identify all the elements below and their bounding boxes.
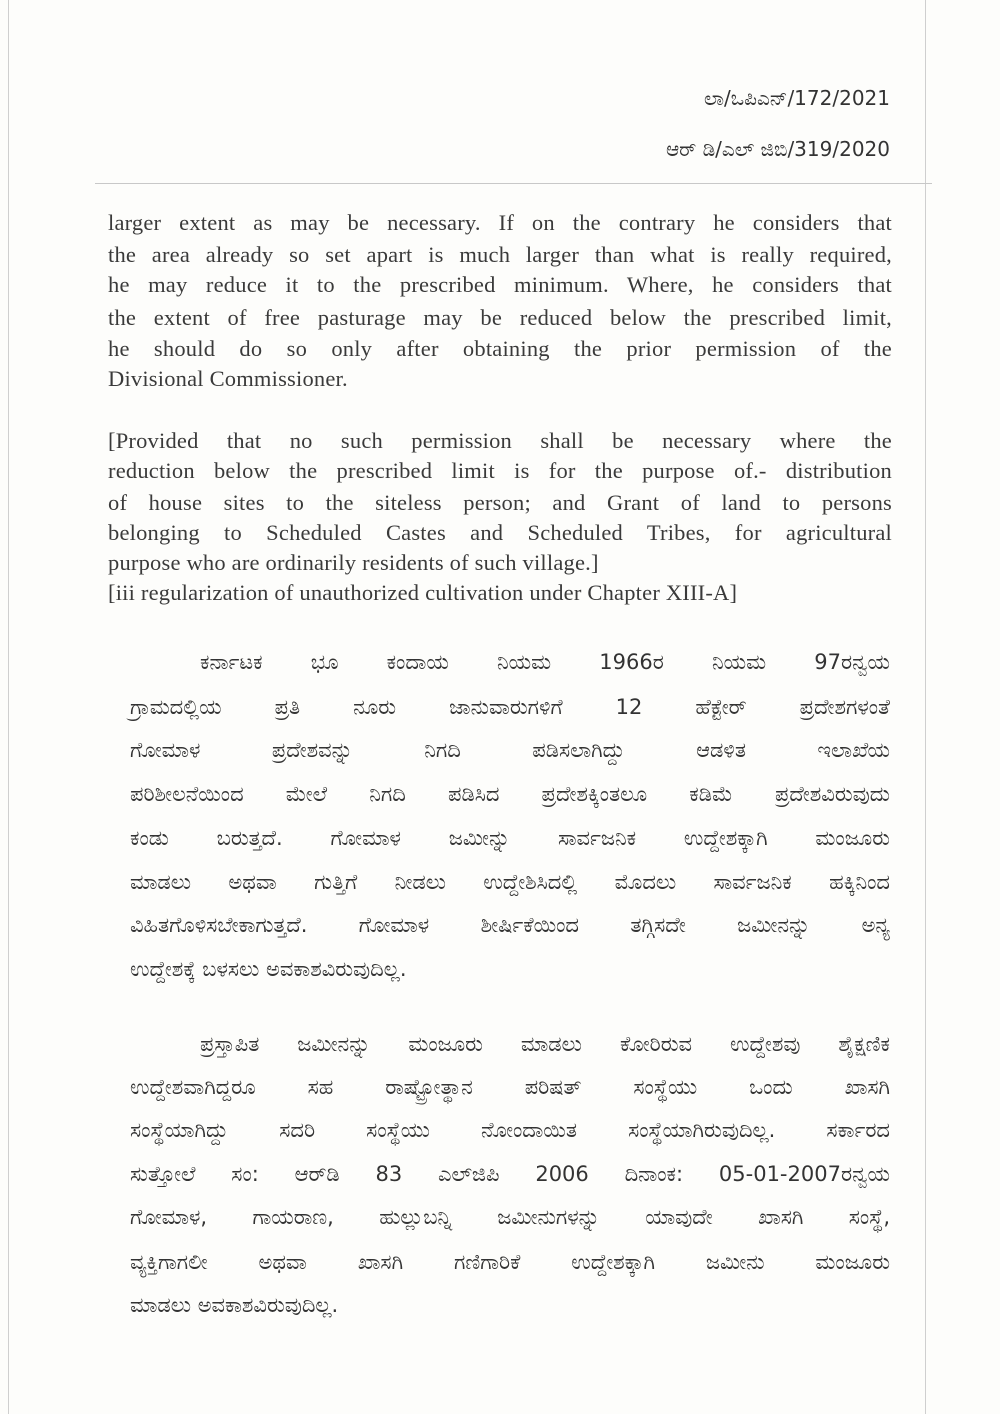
kannada-para2-line: ಮಾಡಲು ಅವಕಾಶವಿರುವುದಿಲ್ಲ.: [130, 1293, 339, 1317]
english-para2-line: of house sites to the siteless person; and Grant of land to persons: [108, 490, 892, 515]
english-para2-line: purpose who are ordinarily residents of such village.]: [108, 550, 599, 575]
kannada-para1-line: ಗ್ರಾಮದಲ್ಲಿಯ ಪ್ರತಿ ನೂರು ಜಾನುವಾರುಗಳಿಗೆ 12 ಹೆಕ್ಟೇರ್ ಪ್ರದೇಶಗಳಂತೆ: [130, 695, 890, 719]
page-right-edge: [925, 0, 926, 1414]
kannada-para1-line: ಕಂಡು ಬರುತ್ತದೆ. ಗೋಮಾಳ ಜಮೀನ್ನು ಸಾರ್ವಜನಿಕ ಉದ್ದೇಶಕ್ಕಾಗಿ ಮಂಜೂರು: [130, 826, 890, 850]
kannada-para1-line: ವಿಹಿತಗೊಳಿಸಬೇಕಾಗುತ್ತದೆ. ಗೋಮಾಳ ಶೀರ್ಷಿಕೆಯಿಂದ ತಗ್ಗಿಸದೇ ಜಮೀನನ್ನು ಅನ್ಯ: [130, 913, 890, 937]
english-para1-line: the area already so set apart is much larger than what is really required,: [108, 242, 892, 267]
english-para1-line: Divisional Commissioner.: [108, 366, 348, 391]
page-left-edge: [8, 0, 9, 1414]
english-para1-line: the extent of free pasturage may be reduced below the prescribed limit,: [108, 305, 892, 330]
kannada-para1-line: ಮಾಡಲು ಅಥವಾ ಗುತ್ತಿಗೆ ನೀಡಲು ಉದ್ದೇಶಿಸಿದಲ್ಲಿ ಮೊದಲು ಸಾರ್ವಜನಿಕ ಹಕ್ಕಿನಿಂದ: [130, 870, 890, 894]
kannada-para1-line: ಗೋಮಾಳ ಪ್ರದೇಶವನ್ನು ನಿಗದಿ ಪಡಿಸಲಾಗಿದ್ದು ಆಡಳಿತ ಇಲಾಖೆಯ: [130, 738, 890, 762]
kannada-para1-line: ಪರಿಶೀಲನೆಯಿಂದ ಮೇಲೆ ನಿಗದಿ ಪಡಿಸಿದ ಪ್ರದೇಶಕ್ಕಿಂತಲೂ ಕಡಿಮೆ ಪ್ರದೇಶವಿರುವುದು: [130, 782, 890, 806]
english-para2-line: [Provided that no such permission shall be necessary where the: [108, 428, 892, 453]
english-para1-line: he may reduce it to the prescribed minimum. Where, he considers that: [108, 272, 892, 297]
reference-number-2: ಆರ್ ಡಿ/ಎಲ್ ಜಿಬಿ/319/2020: [665, 137, 890, 161]
english-para1-line: he should do so only after obtaining the prior permission of the: [108, 336, 892, 361]
english-para2-line: belonging to Scheduled Castes and Scheduled Tribes, for agricultural: [108, 520, 892, 545]
kannada-para2-line: ವ್ಯಕ್ತಿಗಾಗಲೀ ಅಥವಾ ಖಾಸಗಿ ಗಣಿಗಾರಿಕೆ ಉದ್ದೇಶಕ್ಕಾಗಿ ಜಮೀನು ಮಂಜೂರು: [130, 1250, 890, 1274]
kannada-para1-line: ಕರ್ನಾಟಕ ಭೂ ಕಂದಾಯ ನಿಯಮ 1966ರ ನಿಯಮ 97ರನ್ವಯ: [200, 650, 890, 674]
kannada-para1-line: ಉದ್ದೇಶಕ್ಕೆ ಬಳಸಲು ಅವಕಾಶವಿರುವುದಿಲ್ಲ.: [130, 957, 407, 981]
english-para2-line: reduction below the prescribed limit is for the purpose of.- distribution: [108, 458, 892, 483]
kannada-para2-line: ಪ್ರಸ್ತಾಪಿತ ಜಮೀನನ್ನು ಮಂಜೂರು ಮಾಡಲು ಕೋರಿರುವ ಉದ್ದೇಶವು ಶೈಕ್ಷಣಿಕ: [200, 1032, 890, 1056]
kannada-para2-line: ಗೋಮಾಳ, ಗಾಯರಾಣ, ಹುಲ್ಲುಬನ್ನಿ ಜಮೀನುಗಳನ್ನು ಯಾವುದೇ ಖಾಸಗಿ ಸಂಸ್ಥೆ,: [130, 1205, 890, 1229]
kannada-para2-line: ಸುತ್ತೋಲೆ ಸಂ: ಆರ್‌ಡಿ 83 ಎಲ್‌ಜಿಪಿ 2006 ದಿನಾಂಕ: 05-01-2007ರನ್ವಯ: [130, 1162, 890, 1186]
reference-number-1: ಲಾ/ಒಪಿಎನ್/172/2021: [703, 86, 890, 110]
english-para1-line: larger extent as may be necessary. If on the contrary he considers that: [108, 210, 892, 235]
english-para2-line: [iii regularization of unauthorized cultivation under Chapter XIII-A]: [108, 580, 738, 605]
kannada-para2-line: ಸಂಸ್ಥೆಯಾಗಿದ್ದು ಸದರಿ ಸಂಸ್ಥೆಯು ನೋಂದಾಯಿತ ಸಂಸ್ಥೆಯಾಗಿರುವುದಿಲ್ಲ. ಸರ್ಕಾರದ: [130, 1118, 890, 1142]
kannada-para2-line: ಉದ್ದೇಶವಾಗಿದ್ದರೂ ಸಹ ರಾಷ್ಟ್ರೋತ್ಥಾನ ಪರಿಷತ್ ಸಂಸ್ಥೆಯು ಒಂದು ಖಾಸಗಿ: [130, 1075, 890, 1099]
header-divider: [95, 183, 932, 184]
